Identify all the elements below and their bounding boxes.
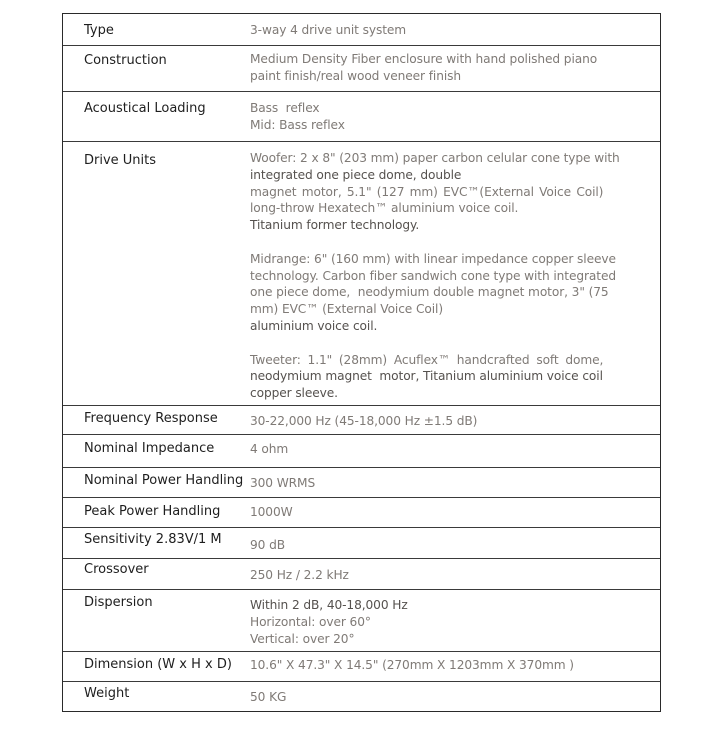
spec-value: [249, 406, 660, 434]
tweeter-description: [250, 352, 647, 402]
value-line: Titanium former technology.: [250, 218, 420, 233]
spec-value: [249, 435, 660, 467]
value-line: aluminium voice coil.: [250, 318, 378, 333]
spec-value: [249, 528, 660, 558]
spec-label: Nominal Impedance: [84, 441, 215, 456]
spec-row-sensitivity: [63, 527, 660, 558]
spec-row-nominal-power-handling: [63, 467, 660, 497]
spec-value: [249, 142, 660, 405]
spec-label: Frequency Response: [84, 411, 218, 426]
spec-label: Type: [84, 23, 114, 38]
value-line: 3-way 4 drive unit system: [250, 23, 407, 37]
spec-row-drive-units: [63, 141, 660, 405]
spec-label: Dimension (W x H x D): [84, 657, 232, 672]
value-line: Bass reflex: [250, 101, 320, 115]
spec-value: [249, 652, 660, 681]
woofer-description: [250, 150, 647, 234]
spec-row-type: [63, 14, 660, 45]
value-line: 90 dB: [250, 538, 285, 552]
spec-label: Crossover: [84, 562, 149, 577]
spec-row-frequency-response: [63, 405, 660, 434]
spec-row-dispersion: [63, 589, 660, 651]
value-line: 1000W: [250, 505, 293, 519]
spec-row-dimension: [63, 651, 660, 681]
spec-value: [249, 498, 660, 527]
spec-label: Acoustical Loading: [84, 101, 206, 116]
spec-label: Construction: [84, 53, 167, 68]
spec-label: Dispersion: [84, 595, 153, 610]
spec-value: [249, 468, 660, 497]
spec-label: Weight: [84, 686, 130, 701]
spec-row-peak-power-handling: [63, 497, 660, 527]
value-line: Tweeter: 1.1" (28mm) Acuflex™ handcrafted soft dome,: [250, 352, 604, 367]
spec-row-nominal-impedance: [63, 434, 660, 467]
value-line: 300 WRMS: [250, 476, 316, 490]
value-line: Mid: Bass reflex: [250, 117, 345, 132]
spec-label: Peak Power Handling: [84, 504, 221, 519]
value-line: one piece dome, neodymium double magnet motor, 3" (75: [250, 285, 609, 300]
specifications-table: [62, 13, 661, 712]
value-line: Midrange: 6" (160 mm) with linear impedance copper sleeve: [250, 251, 616, 266]
value-line: long-throw Hexatech™ aluminium voice coil.: [250, 201, 519, 216]
spec-label: Drive Units: [84, 153, 157, 168]
value-line: technology. Carbon fiber sandwich cone type with integrated: [250, 268, 616, 283]
value-line: Within 2 dB, 40-18,000 Hz: [250, 598, 408, 612]
spec-label: Nominal Power Handling: [84, 473, 244, 488]
spec-value: [249, 46, 660, 91]
value-line: 10.6" X 47.3" X 14.5" (270mm X 1203mm X 370mm ): [250, 658, 574, 672]
value-line: copper sleeve.: [250, 386, 338, 401]
spec-value: [249, 590, 660, 651]
spec-row-crossover: [63, 558, 660, 589]
value-line: 4 ohm: [250, 442, 289, 456]
value-line: magnet motor, 5.1" (127 mm) EVC™(External Voice Coil): [250, 184, 604, 199]
value-line: Vertical: over 20°: [250, 631, 355, 646]
value-line: Medium Density Fiber enclosure with hand polished piano: [250, 52, 598, 66]
value-line: Horizontal: over 60°: [250, 614, 371, 629]
value-line: paint finish/real wood veneer finish: [250, 68, 461, 83]
value-line: mm) EVC™ (External Voice Coil): [250, 302, 443, 317]
value-line: Woofer: 2 x 8" (203 mm) paper carbon celular cone type with: [250, 151, 620, 165]
spec-row-weight: [63, 681, 660, 711]
spec-value: [249, 682, 660, 711]
value-line: integrated one piece dome, double: [250, 167, 462, 182]
value-line: 30-22,000 Hz (45-18,000 Hz ±1.5 dB): [250, 414, 478, 428]
spec-label: Sensitivity 2.83V/1 M: [84, 532, 222, 547]
spec-value: [249, 14, 660, 45]
spec-value: [249, 559, 660, 589]
value-line: neodymium magnet motor, Titanium aluminium voice coil: [250, 369, 603, 384]
value-line: 50 KG: [250, 690, 287, 704]
midrange-description: [250, 251, 647, 335]
spec-row-construction: [63, 45, 660, 91]
spec-row-acoustical-loading: [63, 91, 660, 141]
value-line: 250 Hz / 2.2 kHz: [250, 568, 349, 582]
spec-value: [249, 92, 660, 141]
